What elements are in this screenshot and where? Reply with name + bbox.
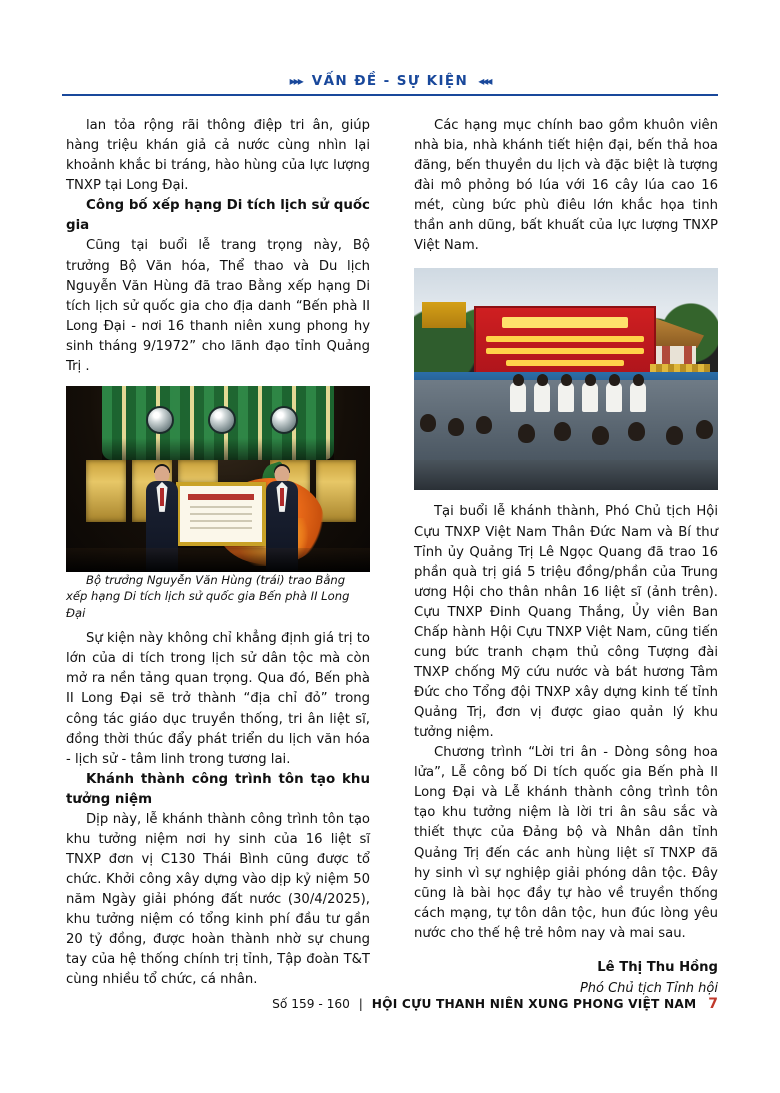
photo1-emblem-icon — [208, 406, 236, 434]
page-header — [62, 70, 718, 89]
right-column — [414, 116, 718, 999]
left-column — [66, 116, 370, 990]
header-divider — [62, 94, 718, 96]
paragraph-left-4: Dịp này, lễ khánh thành công trình tôn tạo khu tưởng niệm nơi hy sinh của 16 liệt sĩ TNXP đơn vị C130 Thái Bình cũng được tổ chức. Khởi công xây dựng vào dịp kỷ niệm 50 năm Ngày giải phóng đất nước (30/4/2025), khu tưởng niệm có tổng kinh phí đầu tư gần 20 tỷ đồng, được hoàn thành nhờ sự chung tay của hệ thống chính trị tỉnh, Tập đoàn T&T cùng nhiều tổ chức, cá nhân. — [66, 811, 370, 988]
photo1-certificate — [176, 482, 266, 546]
footer-separator: | — [358, 997, 363, 1011]
section-title: VẤN ĐỀ - SỰ KIỆN — [311, 73, 469, 89]
paragraph-left-2: Cũng tại buổi lễ trang trọng này, Bộ trưởng Bộ Văn hóa, Thể thao và Du lịch Nguyễn Văn Hùng đã trao Bằng xếp hạng Di tích lịch sử quốc gia cho địa danh “Bến phà II Long Đại - nơi 16 thanh niên xung phong hy sinh tháng 9/1972” cho lãnh đạo tỉnh Quảng Trị . — [66, 238, 370, 374]
photo1-gold-panel — [86, 460, 126, 522]
paragraph-right-3: Chương trình “Lời tri ân - Dòng sông hoa lửa”, Lễ công bố Di tích quốc gia Bến phà II Long Đại và Lễ khánh thành công trình tôn tạo khu tưởng niệm là lời tri ân sâu sắc và thiết thực của Đảng bộ và Nhân dân tỉnh Quảng Trị đến các anh hùng liệt sĩ TNXP đã hy sinh vì sự nghiệp giải phóng dân tộc. Đây cũng là bài học đầy tự hào về truyền thống cách mạng, tự tôn dân tộc, hun đúc lòng yêu nước cho thế hệ trẻ hôm nay và mai sau. — [414, 745, 718, 941]
author-name: Lê Thị Thu Hồng — [597, 959, 718, 975]
paragraph-right-1: Các hạng mục chính bao gồm khuôn viên nhà bia, nhà khánh tiết hiện đại, bến thả hoa đăng, bến thuyền du lịch và đặc biệt là tượng đài mô phỏng bó lúa với 16 cây lúa cao 16 mét, cùng bức phù điêu lớn khắc họa tinh thần anh dũng, bất khuất của lực lượng TNXP Việt Nam. — [414, 118, 718, 254]
photo-inauguration-ceremony — [414, 268, 718, 490]
photo-award-ceremony — [66, 386, 370, 572]
right-chevrons-icon: ◂◂◂ — [478, 74, 491, 88]
left-chevrons-icon: ▸▸▸ — [289, 74, 302, 88]
photo2-left-banner — [422, 302, 466, 328]
paragraph-left-3: Sự kiện này không chỉ khẳng định giá trị to lớn của di tích trong lịch sử dân tộc mà còn mở ra nền tảng quan trọng. Qua đó, Bến phà II Long Đại sẽ trở thành “địa chỉ đỏ” trong công tác giáo dục truyền thống, tri ân liệt sĩ, đồng thời thúc đẩy phát triển du lịch văn hóa - lịch sử - tâm linh trong tương lai. — [66, 631, 370, 767]
photo2-foreground — [414, 460, 718, 490]
page-number: 7 — [708, 996, 718, 1012]
photo1-emblem-icon — [146, 406, 174, 434]
author-role: Phó Chủ tịch Tỉnh hội — [579, 980, 718, 996]
subheading-national-relic: Công bố xếp hạng Di tích lịch sử quốc gia — [66, 198, 370, 234]
photo1-emblem-icon — [270, 406, 298, 434]
paragraph-left-1: lan tỏa rộng rãi thông điệp tri ân, giúp hàng triệu khán giả cả nước cùng nhìn lại khoảnh khắc bi tráng, hào hùng của lực lượng TNXP tại Long Đại. — [66, 118, 370, 194]
photo1-foreground — [66, 548, 370, 572]
page-footer — [62, 996, 718, 1012]
paragraph-right-2: Tại buổi lễ khánh thành, Phó Chủ tịch Hội Cựu TNXP Việt Nam Thân Đức Nam và Bí thư Tỉnh ủy Quảng Trị Lê Ngọc Quang đã trao 16 phần quà trị giá 5 triệu đồng/phần của Trung ương Hội cho thân nhân 16 liệt sĩ (ảnh trên). Cựu TNXP Đinh Quang Thắng, Ủy viên Ban Chấp hành Hội Cựu TNXP Việt Nam, cũng tiến cung bức tranh chạm thủ công Tượng đài TNXP chống Mỹ cứu nước và bát hương Tâm Đức cho Tổng đội TNXP xây dựng kinh tế tỉnh Quảng Trị, đơn vị được giao quản lý khu tưởng niệm. — [414, 504, 718, 741]
photo1-caption: Bộ trưởng Nguyễn Văn Hùng (trái) trao Bằng xếp hạng Di tích lịch sử quốc gia Bến phà II Long Đại — [66, 572, 350, 620]
organization-name: HỘI CỰU THANH NIÊN XUNG PHONG VIỆT NAM — [371, 997, 697, 1011]
issue-number: Số 159 - 160 — [272, 997, 350, 1011]
subheading-memorial-inauguration: Khánh thành công trình tôn tạo khu tưởng niệm — [66, 771, 370, 807]
